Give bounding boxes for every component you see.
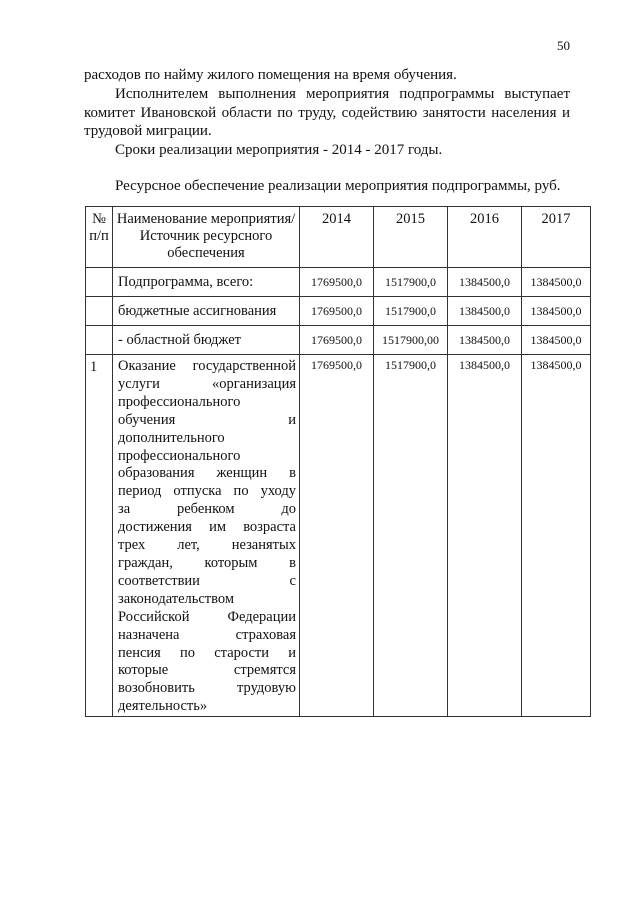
table-row — [86, 297, 591, 326]
item-line: образования женщин в — [118, 465, 296, 482]
paragraph-continuation: расходов по найму жилого помещения на время обучения. — [84, 67, 457, 83]
header-year: 2014 — [322, 211, 351, 227]
item-value: 1384500,0 — [459, 358, 510, 372]
header-year: 2017 — [541, 211, 571, 227]
row-label: - областной бюджет — [118, 332, 242, 348]
item-line: дополнительного — [118, 429, 225, 446]
item-line: соответствии с — [118, 572, 296, 589]
row-value: 1384500,0 — [459, 304, 510, 318]
item-line: период отпуска по уходу — [118, 483, 296, 500]
header-num: № п/п — [89, 211, 109, 244]
row-value: 1384500,0 — [459, 275, 510, 289]
row-value: 1769500,0 — [311, 304, 362, 318]
row-value: 1384500,0 — [530, 275, 582, 289]
item-line: законодательством — [118, 590, 235, 607]
item-line: возобновить трудовую — [118, 680, 296, 697]
header-year: 2015 — [396, 211, 425, 227]
item-value: 1384500,0 — [530, 358, 582, 372]
item-line: услуги «организация — [118, 375, 296, 392]
row-label: бюджетные ассигнования — [118, 303, 277, 319]
row-value: 1769500,0 — [311, 333, 362, 347]
item-line: Российской Федерации — [118, 608, 296, 625]
item-line: которые стремятся — [118, 662, 296, 679]
row-value: 1384500,0 — [459, 333, 510, 347]
item-line: профессионального — [118, 447, 241, 464]
page-number: 50 — [557, 38, 570, 53]
row-label: Подпрограмма, всего: — [118, 274, 254, 290]
item-number: 1 — [90, 359, 98, 375]
paragraph-timeframe: Сроки реализации мероприятия - 2014 - 2017 годы. — [115, 142, 443, 158]
item-line: достижения им возраста — [118, 519, 296, 536]
paragraph-executor: Исполнителем выполнения мероприятия подпрограммы выступает комитет Ивановской области по труду, содействию занятости населения и трудовой миграции. — [84, 86, 570, 139]
item-value: 1517900,0 — [385, 358, 436, 372]
row-value: 1517900,0 — [385, 275, 436, 289]
item-line: пенсия по старости и — [118, 644, 296, 661]
item-line: обучения и — [118, 411, 296, 428]
item-line: профессионального — [118, 393, 241, 410]
row-value: 1769500,0 — [311, 275, 362, 289]
item-line: трех лет, незанятых — [118, 537, 296, 554]
item-line: за ребенком до — [118, 501, 296, 518]
table-row — [86, 268, 591, 297]
item-line: граждан, которым в — [118, 554, 296, 571]
item-description — [113, 355, 299, 716]
item-value: 1769500,0 — [311, 358, 362, 372]
table-row — [86, 326, 591, 355]
header-name: Наименование мероприятия/Источник ресурсного обеспечения — [116, 211, 296, 261]
table-header-row — [86, 207, 591, 268]
paragraph-resource-title: Ресурсное обеспечение реализации мероприятия подпрограммы, руб. — [115, 178, 561, 194]
resource-table — [85, 206, 591, 717]
header-year: 2016 — [470, 211, 499, 227]
table-row-item — [86, 355, 591, 717]
row-value: 1517900,00 — [382, 333, 439, 347]
item-line: деятельность» — [118, 698, 208, 715]
item-line: Оказание государственной — [118, 358, 296, 374]
row-value: 1517900,0 — [385, 304, 436, 318]
row-value: 1384500,0 — [530, 304, 582, 318]
item-line: назначена страховая — [118, 626, 296, 643]
row-value: 1384500,0 — [530, 333, 582, 347]
